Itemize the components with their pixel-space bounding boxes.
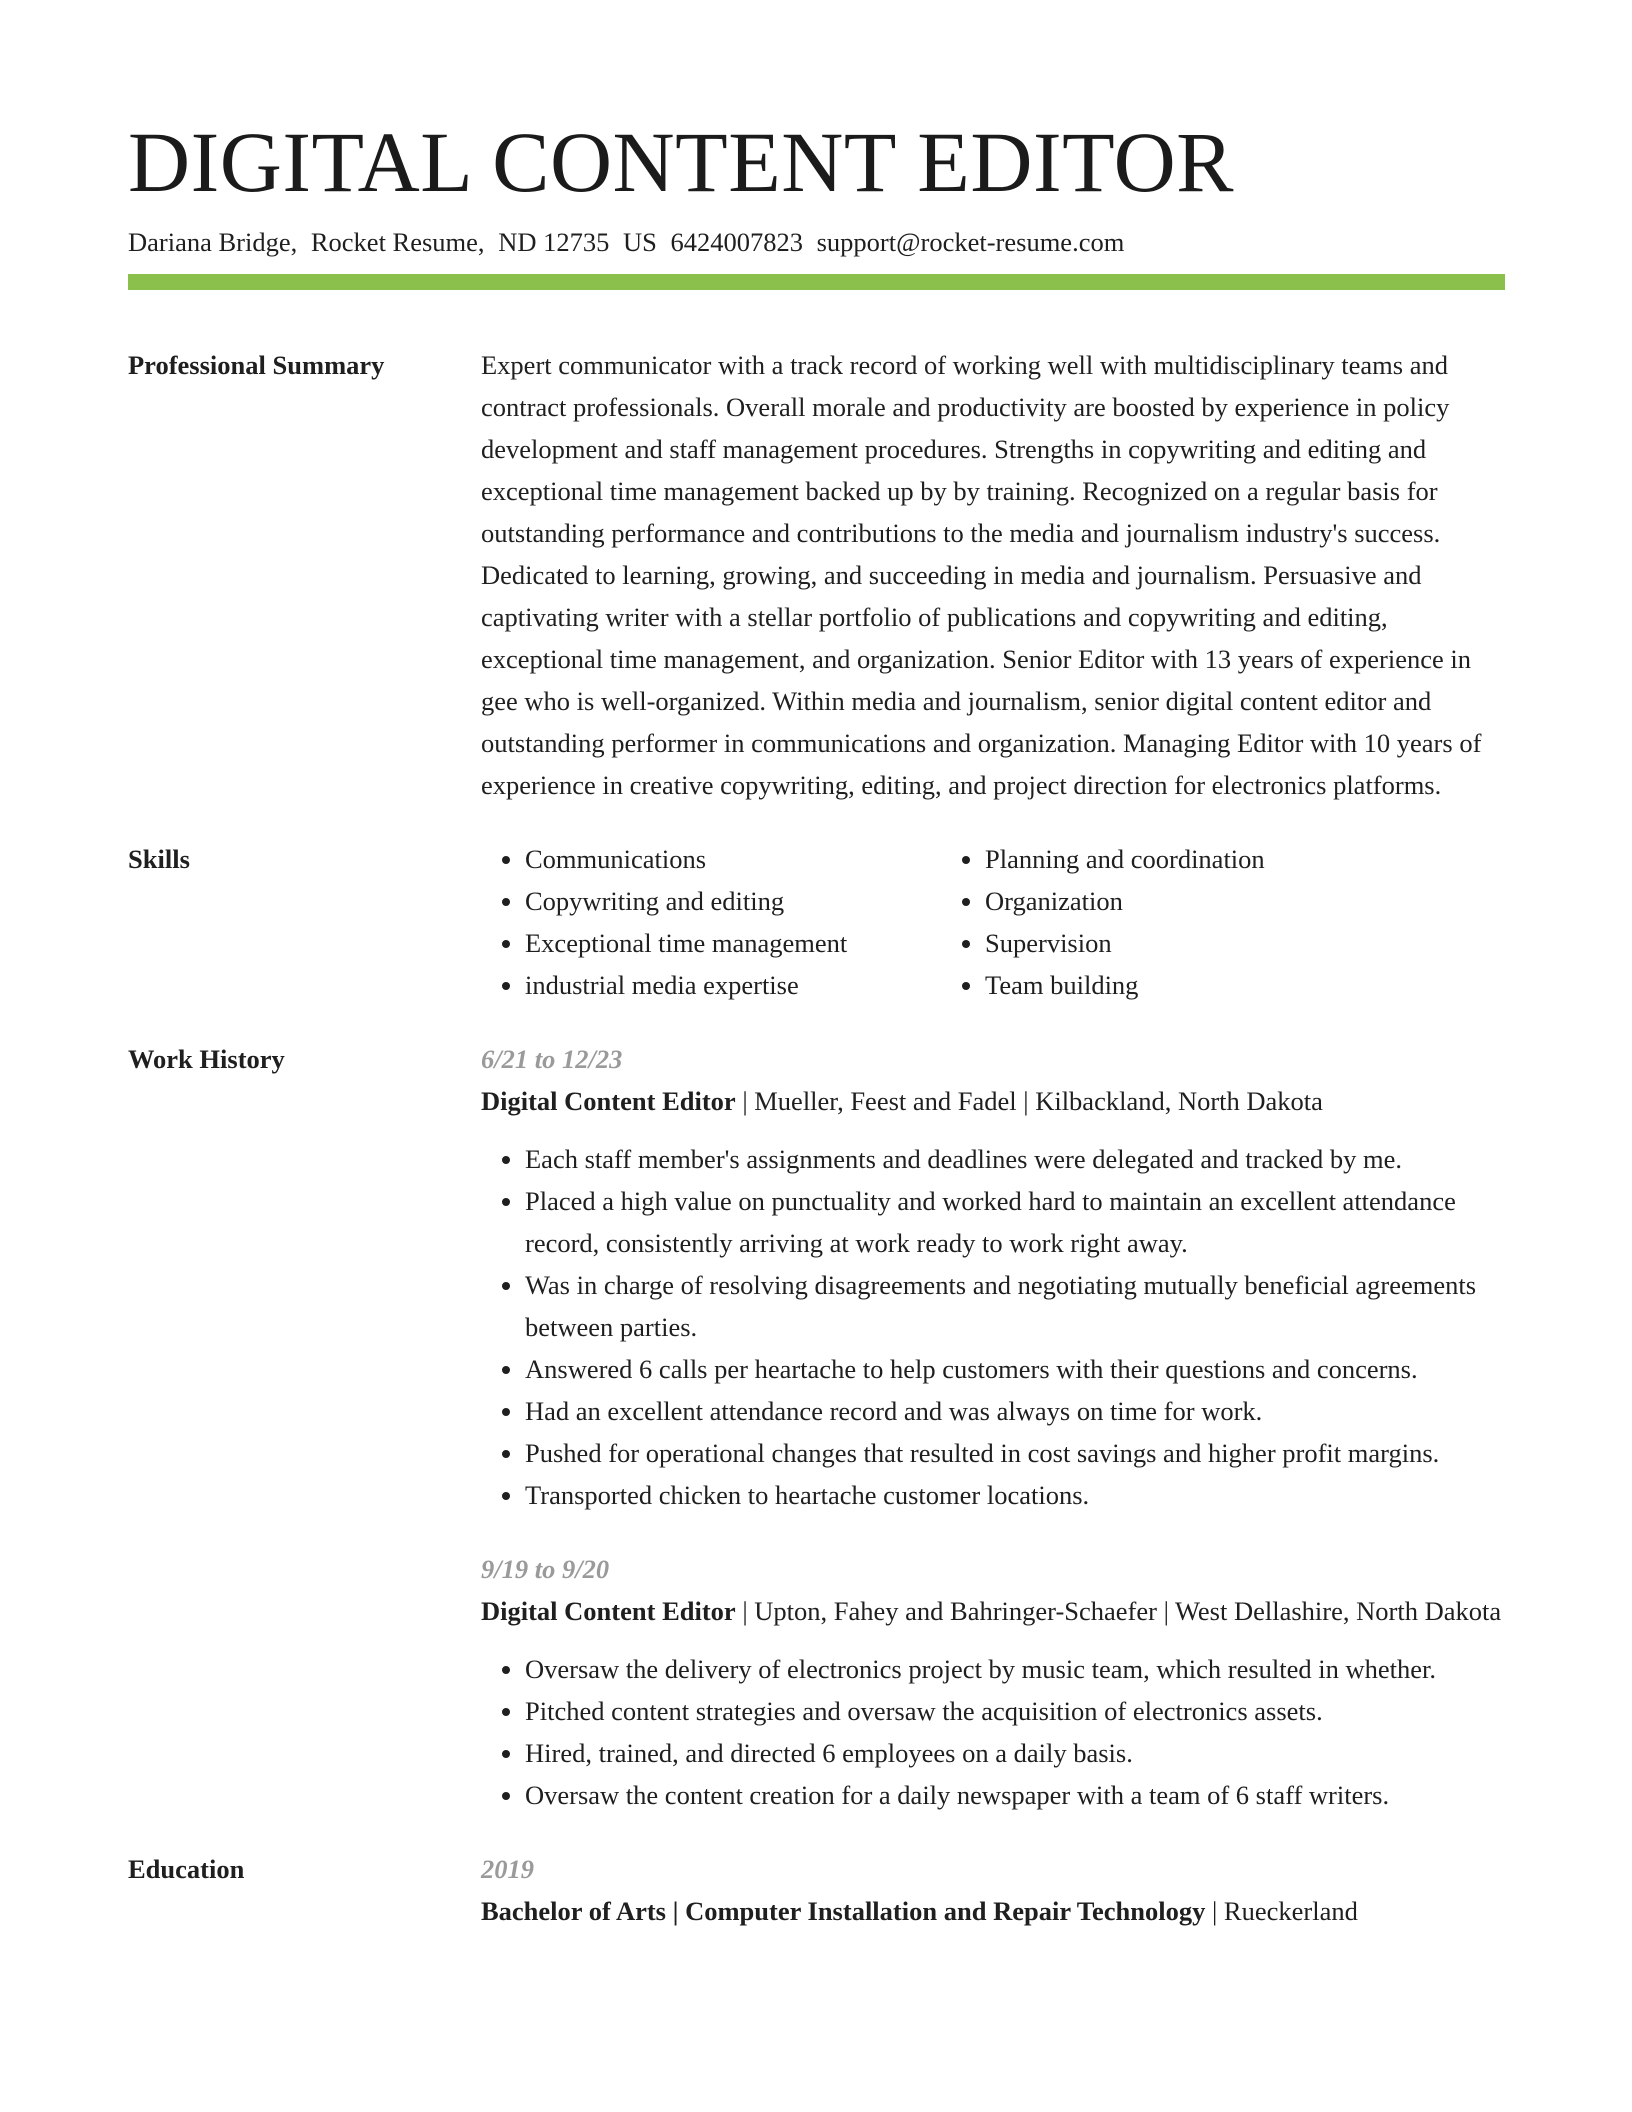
work-history-section <box>128 1038 1505 1848</box>
education-section <box>128 1848 1505 1932</box>
education-degree: Bachelor of Arts | Computer Installation and Repair Technology <box>481 1896 1206 1927</box>
job-duty: • Was in charge of resolving disagreements and negotiating mutually beneficial agreements between parties. <box>525 1264 1505 1348</box>
education-heading: Education <box>128 1854 245 1885</box>
job-duty: • Oversaw the delivery of electronics project by music team, which resulted in whether. <box>525 1648 1505 1690</box>
summary-heading: Professional Summary <box>128 350 385 381</box>
job-duty: • Hired, trained, and directed 6 employees on a daily basis. <box>525 1732 1505 1774</box>
job-duty: • Oversaw the content creation for a daily newspaper with a team of 6 staff writers. <box>525 1774 1505 1816</box>
skills-grid <box>481 838 1505 1006</box>
contact-line <box>128 225 1505 259</box>
skill-item: • Team building <box>985 964 1451 1006</box>
job-header <box>481 1080 1505 1122</box>
contact-state-zip: ND 12735 <box>498 226 610 257</box>
skill-item: • Communications <box>525 838 941 880</box>
skills-heading: Skills <box>128 844 190 875</box>
job-duty: • Answered 6 calls per heartache to help customers with their questions and concerns. <box>525 1348 1505 1390</box>
education-year: 2019 <box>481 1854 534 1885</box>
job-title: Digital Content Editor <box>481 1596 736 1627</box>
job-dates: 6/21 to 12/23 <box>481 1044 623 1075</box>
contact-country: US <box>622 226 657 257</box>
resume-title: DIGITAL CONTENT EDITOR <box>128 114 1235 210</box>
skill-item: • industrial media expertise <box>525 964 941 1006</box>
job-header <box>481 1590 1505 1632</box>
summary-text: Expert communicator with a track record of working well with multidisciplinary teams and contract professionals. Overall morale and productivity are boosted by experience in policy development and staff management procedures. Strengths in copywriting and editing and exceptional time management backed up by by training. Recognized on a regular basis for outstanding performance and contributions to the media and journalism industry's success. Dedicated to learning, growing, and succeeding in media and journalism. Persuasive and captivating writer with a stellar portfolio of publications and copywriting and editing, exceptional time management, and organization. Senior Editor with 13 years of experience in gee who is well-organized. Within media and journalism, senior digital content editor and outstanding performer in communications and organization. Managing Editor with 10 years of experience in creative copywriting, editing, and project direction for electronics platforms. <box>481 350 1482 801</box>
contact-name: Dariana Bridge, <box>128 226 298 257</box>
header-divider <box>128 274 1505 290</box>
skill-item: • Supervision <box>985 922 1451 964</box>
summary-section <box>128 344 1505 838</box>
education-entry <box>481 1890 1505 1932</box>
job-duty: • Each staff member's assignments and deadlines were delegated and tracked by me. <box>525 1138 1505 1180</box>
skill-item: • Planning and coordination <box>985 838 1451 880</box>
job-duty: • Had an excellent attendance record and was always on time for work. <box>525 1390 1505 1432</box>
job-title: Digital Content Editor <box>481 1086 736 1117</box>
job-duty: • Placed a high value on punctuality and worked hard to maintain an excellent attendance record, consistently arriving at work ready to work right away. <box>525 1180 1505 1264</box>
contact-phone: 6424007823 <box>670 226 803 257</box>
job-duties-list <box>481 1138 1505 1516</box>
job-entry <box>481 1038 1505 1516</box>
skill-item: • Organization <box>985 880 1451 922</box>
job-entry <box>481 1548 1505 1816</box>
job-duties-list <box>481 1648 1505 1816</box>
job-employer-location: | Upton, Fahey and Bahringer-Schaefer | West Dellashire, North Dakota <box>735 1596 1502 1627</box>
skills-section <box>128 838 1505 1038</box>
job-dates: 9/19 to 9/20 <box>481 1554 610 1585</box>
contact-city: Rocket Resume, <box>310 226 485 257</box>
skill-item: • Exceptional time management <box>525 922 941 964</box>
job-employer-location: | Mueller, Feest and Fadel | Kilbackland, North Dakota <box>735 1086 1323 1117</box>
work-history-heading: Work History <box>128 1044 285 1075</box>
contact-email: support@rocket-resume.com <box>816 226 1125 257</box>
education-school: | Rueckerland <box>1205 1896 1358 1927</box>
job-duty: • Pushed for operational changes that resulted in cost savings and higher profit margins. <box>525 1432 1505 1474</box>
skill-item: • Copywriting and editing <box>525 880 941 922</box>
skills-column-right <box>941 838 1451 1006</box>
skills-column-left <box>481 838 941 1006</box>
job-duty: • Transported chicken to heartache customer locations. <box>525 1474 1505 1516</box>
job-duty: • Pitched content strategies and oversaw the acquisition of electronics assets. <box>525 1690 1505 1732</box>
